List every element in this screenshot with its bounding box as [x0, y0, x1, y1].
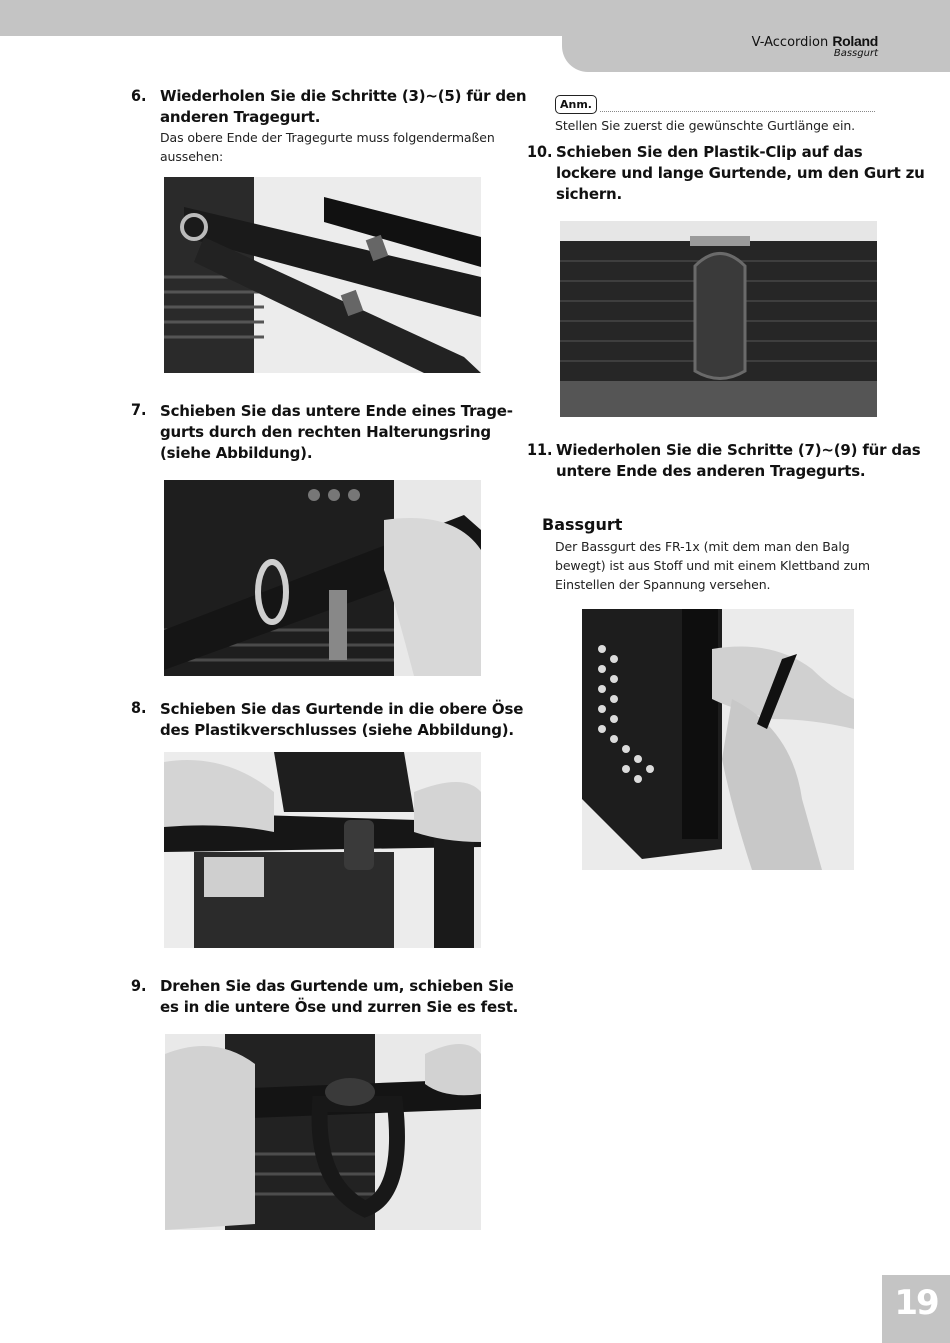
step-6-body-line-2: aussehen: [160, 149, 224, 164]
bassgurt-heading: Bassgurt [542, 515, 623, 534]
step-9-line-2: es in die untere Öse und zurren Sie es fest. [160, 998, 519, 1016]
step-6-line-2: anderen Tragegurt. [160, 108, 321, 126]
step-8-text [160, 699, 523, 741]
step-10-text [556, 142, 925, 205]
step-6-line-1: Wiederholen Sie die Schritte (3)~(5) für den [160, 87, 527, 105]
photo-step-6 [164, 177, 481, 373]
step-10-line-2: lockere und lange Gurtende, um den Gurt zu [556, 164, 925, 182]
step-8-line-2: des Plastikverschlusses (siehe Abbildung). [160, 721, 514, 739]
step-9-number: 9. [131, 976, 147, 995]
photo-step-10 [560, 221, 877, 417]
page-number-box [882, 1275, 950, 1343]
step-10-line-1: Schieben Sie den Plastik-Clip auf das [556, 143, 863, 161]
step-6-number: 6. [131, 86, 147, 105]
photo-step-7 [164, 480, 481, 676]
header-product: V-Accordion [751, 35, 829, 50]
step-7-number: 7. [131, 400, 147, 419]
header-brand: Roland [832, 33, 878, 49]
step-7-line-1: Schieben Sie das untere Ende eines Trage- [160, 402, 513, 420]
step-8-number: 8. [131, 698, 147, 717]
step-6-body [160, 128, 495, 166]
photo-step-8 [164, 752, 481, 948]
note-badge: Anm. [555, 95, 597, 114]
step-6-body-line-1: Das obere Ende der Tragegurte muss folgendermaßen [160, 130, 495, 145]
step-9-line-1: Drehen Sie das Gurtende um, schieben Sie [160, 977, 514, 995]
step-11-text [556, 440, 921, 482]
bassgurt-body [555, 537, 870, 594]
page-number: 19 [894, 1283, 938, 1323]
step-6-text [160, 86, 526, 128]
note-divider [600, 111, 875, 112]
header-section: Bassgurt [833, 48, 878, 59]
step-8-line-1: Schieben Sie das Gurtende in die obere Öse [160, 700, 524, 718]
step-7-line-2: gurts durch den rechten Halterungsring [160, 423, 491, 441]
step-11-line-2: untere Ende des anderen Tragegurts. [556, 462, 866, 480]
photo-step-9 [165, 1034, 481, 1230]
step-10-line-3: sichern. [556, 185, 622, 203]
step-11-line-1: Wiederholen Sie die Schritte (7)~(9) für das [556, 441, 921, 459]
step-9-text [160, 976, 518, 1018]
step-11-number: 11. [527, 440, 553, 459]
bassgurt-line-2: bewegt) ist aus Stoff und mit einem Klettband zum [555, 558, 870, 573]
step-7-line-3: (siehe Abbildung). [160, 444, 313, 462]
note-text: Stellen Sie zuerst die gewünschte Gurtlänge ein. [555, 118, 856, 133]
bassgurt-line-1: Der Bassgurt des FR-1x (mit dem man den Balg [555, 539, 850, 554]
photo-bassgurt [582, 609, 854, 870]
step-7-text [160, 401, 513, 464]
step-10-number: 10. [527, 142, 553, 161]
bassgurt-line-3: Einstellen der Spannung versehen. [555, 577, 771, 592]
